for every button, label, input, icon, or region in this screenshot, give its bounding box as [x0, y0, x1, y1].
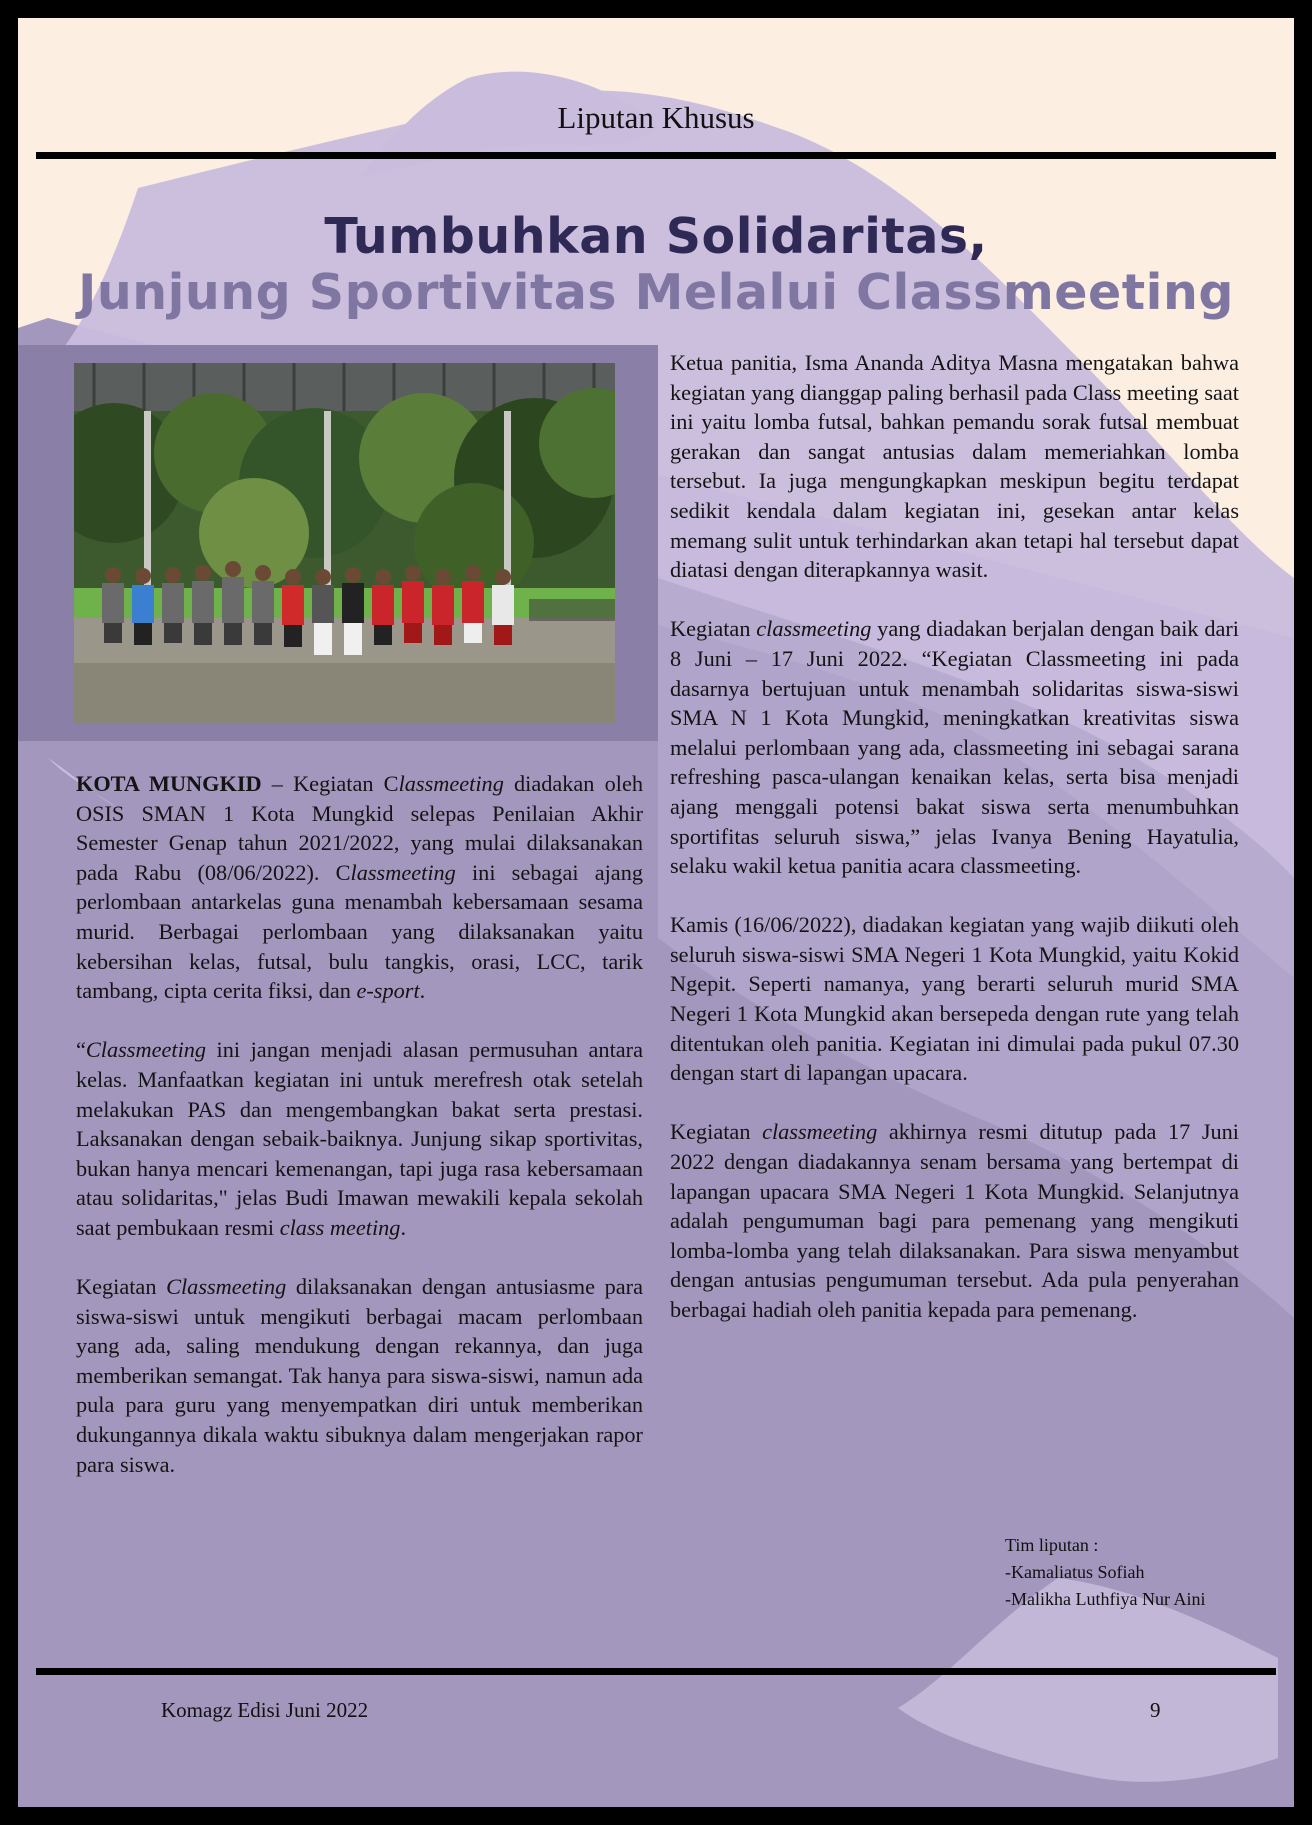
text-run: yang diadakan berjalan dengan baik dari 8 Juni – 17 Juni 2022. “Kegiatan Classmeeting ini pada dasarnya bertujuan untuk menambah solidaritas siswa-siswi SMA N 1 Kota Mungkid, meningkatkan kreativitas siswa melalui perlombaan yang ada, classmeeting ini sebagai sarana refreshing pasca-ulangan kenaikan kelas, serta bisa menjadi ajang menggali potensi bakat siswa serta menumbuhkan sportifitas seluruh siswa,” jelas Ivanya Bening Hayatulia, selaku wakil ketua panitia acara classmeeting. [670, 616, 1239, 879]
italic-run: lassmeeting [398, 771, 504, 796]
italic-run: lassmeeting [350, 859, 456, 885]
text-run: – Kegiatan C [261, 771, 399, 796]
paragraph-schedule [670, 614, 1239, 880]
text-run: ini sebagai ajang perlombaan antarkelas guna menambah kebersamaan sesama murid. Berbagai perlombaan yang dilaksanakan yaitu kebersihan kelas, futsal, bulu tangkis, orasi, LCC, tarik tambang, cipta cerita fiksi, dan [76, 859, 643, 1004]
credits-author: -Kamaliatus Sofiah [1005, 1562, 1145, 1582]
paragraph-closing [670, 1117, 1239, 1324]
italic-run: Classmeeting [85, 1037, 207, 1063]
headline-line-2: Junjung Sportivitas Melalui Classmeeting [78, 264, 1234, 321]
text-run: akhirnya resmi ditutup pada 17 Juni 2022 dengan diadakannya senam bersama yang bertempat di lapangan upacara SMA Negeri 1 Kota Mungkid. Selanjutnya adalah pengumuman bagi para pemenang yang mengikuti lomba-lomba yang telah dilaksanakan. Para siswa menyambut dengan antusias pengumuman tersebut. Ada pula penyerahan berbagai hadiah oleh panitia kepada para pemenang. [670, 1119, 1239, 1322]
dateline: KOTA MUNGKID [76, 771, 262, 796]
credits-author: -Malikha Luthfiya Nur Aini [1005, 1589, 1206, 1609]
text-run: dilaksanakan dengan antusiasme para siswa-siswi untuk mengikuti berbagai macam perlombaan yang ada, saling mendukung dengan rekannya, dan juga memberikan semangat. Tak hanya para siswa-siswi, namun ada pula para guru yang menyempatkan diri untuk memberikan dukungannya dikala waktu sibuknya dalam mengerjakan rapor para siswa. [76, 1274, 643, 1477]
bottom-rule-divider [36, 1668, 1276, 1675]
paragraph-kokid-ngepit [670, 910, 1239, 1088]
italic-run: class meeting [279, 1214, 401, 1240]
paragraph-enthusiasm [76, 1272, 643, 1479]
photo-frame [18, 345, 658, 741]
text-run: diadakan oleh OSIS SMAN 1 Kota Mungkid selepas Penilaian Akhir Semester Genap tahun 2021/2022, yang mulai dilaksanakan pada Rabu (08/06/2022). C [76, 771, 643, 885]
footer-edition: Komagz Edisi Juni 2022 [161, 1698, 369, 1722]
italic-run: e-sport [356, 978, 420, 1004]
footer-page-number: 9 [1150, 1698, 1161, 1722]
paragraph-intro [76, 769, 643, 1006]
team-group-photo [74, 363, 615, 724]
italic-run: Classmeeting [166, 1274, 287, 1300]
section-label: Liputan Khusus [557, 100, 755, 135]
magazine-page [18, 18, 1294, 1807]
paragraph-committee-chair [670, 348, 1239, 585]
text-run: ini jangan menjadi alasan permusuhan antara kelas. Manfaatkan kegiatan ini untuk merefresh otak setelah melakukan PAS dan mengembangkan bakat serta prestasi. Laksanakan dengan sebaik-baiknya. Junjung sikap sportivitas, bukan hanya mencari kemenangan, tapi juga rasa kebersamaan atau solidaritas," jelas Budi Imawan mewakili kepala sekolah saat pembukaan resmi [76, 1037, 643, 1240]
text-run: Kegiatan [76, 1274, 167, 1300]
text-run: . [400, 1214, 407, 1240]
headline-line-1: Tumbuhkan Solidaritas, [324, 208, 988, 265]
paragraph-quote-principal [76, 1035, 643, 1242]
article-left-column [76, 769, 643, 1509]
italic-run: classmeeting [756, 616, 872, 642]
credits-label: Tim liputan : [1005, 1535, 1099, 1555]
text-run: Kegiatan [670, 1119, 763, 1145]
top-rule-divider [36, 152, 1276, 159]
reporting-team-credits [1005, 1532, 1205, 1613]
text-run: “ [76, 1037, 86, 1063]
text-run: . [419, 978, 426, 1004]
text-run: Kamis (16/06/2022), diadakan kegiatan yang wajib diikuti oleh seluruh siswa-siswi SMA Negeri 1 Kota Mungkid, yaitu Kokid Ngepit. Seperti namanya, yang berarti seluruh murid SMA Negeri 1 Kota Mungkid akan bersepeda dengan rute yang telah ditentukan oleh panitia. Kegiatan ini dimulai pada pukul 07.30 dengan start di lapangan upacara. [670, 912, 1239, 1086]
text-run: Kegiatan [670, 616, 757, 642]
italic-run: classmeeting [762, 1119, 878, 1145]
article-right-column [670, 348, 1239, 1354]
text-run: Ketua panitia, Isma Ananda Aditya Masna mengatakan bahwa kegiatan yang dianggap paling berhasil pada Class meeting saat ini yaitu lomba futsal, bahkan pemandu sorak futsal membuat gerakan dan sangat antusias dalam memeriahkan lomba tersebut. Ia juga mengungkapkan meskipun begitu terdapat sedikit kendala dalam kegiatan ini, gesekan antar kelas memang sulit untuk terhindarkan akan tetapi hal tersebut dapat diatasi dengan diterapkannya wasit. [670, 350, 1239, 583]
